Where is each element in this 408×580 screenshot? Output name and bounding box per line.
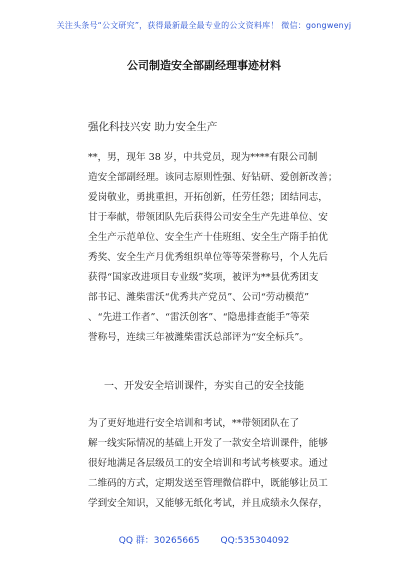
paragraph-line: 甘于奉献，带领团队先后获得公司安全生产先进单位、安: [88, 212, 328, 223]
paragraph-line: **，男，现年 38 岁，中共党员，现为****有限公司制: [88, 152, 318, 163]
paragraph-line: 全生产示范单位、安全生产十佳班组、安全生产隋手拍优: [88, 232, 328, 243]
paragraph-line: 解一线实际情况的基础上开发了一款安全培训课件，能够: [88, 438, 328, 449]
document-title: 公司制造安全部副经理事迹材料: [127, 59, 281, 72]
footer-qq-group: QQ 群：30265665: [118, 536, 200, 546]
paragraph-line: 、“先进工作者”、“雷沃创客”、“隐患排查能手”等荣: [88, 312, 310, 323]
paragraph-line: 获得“国家改进项目专业级”奖项，被评为**县优秀团支: [88, 272, 319, 283]
paragraph-line: 秀奖、安全生产月优秀组织单位等等荣誉称号，个人先后: [88, 252, 328, 263]
paragraph-2: [88, 414, 350, 514]
section-heading: 一、开发安全培训课件，夯实自己的安全技能: [104, 381, 304, 392]
header-banner: 关注头条号“公文研究”，获得最新最全最专业的公文资料库！ 微信：gongwenyj: [56, 21, 352, 30]
paragraph-line: 很好地满足各层级员工的安全培训和考试考核要求。通过: [88, 458, 328, 469]
footer-contact: [0, 533, 408, 546]
paragraph-line: 为了更好地进行安全培训和考试，**带领团队在了: [88, 418, 300, 429]
footer-qq-number: QQ:535304092: [220, 536, 290, 546]
paragraph-line: 造安全部副经理。该同志原则性强、好钻研、爱创新改善；: [88, 172, 338, 183]
paragraph-line: 誉称号，连续三年被潍柴雷沃总部评为“安全标兵”。: [88, 332, 309, 343]
paragraph-line: 学到安全知识，又能够无纸化考试，并且成绩永久保存，: [88, 498, 328, 509]
paragraph-line: 爱岗敬业，勇挑重担，开拓创新，任劳任怨；团结同志，: [88, 192, 328, 203]
paragraph-1: [88, 148, 350, 348]
document-subtitle: 强化科技兴安 助力安全生产: [88, 121, 218, 133]
paragraph-line: 部书记、潍柴雷沃“优秀共产党员”、公司“劳动模范”: [88, 292, 310, 303]
paragraph-line: 二维码的方式，定期发送至管理微信群中，既能够让员工: [88, 478, 328, 489]
